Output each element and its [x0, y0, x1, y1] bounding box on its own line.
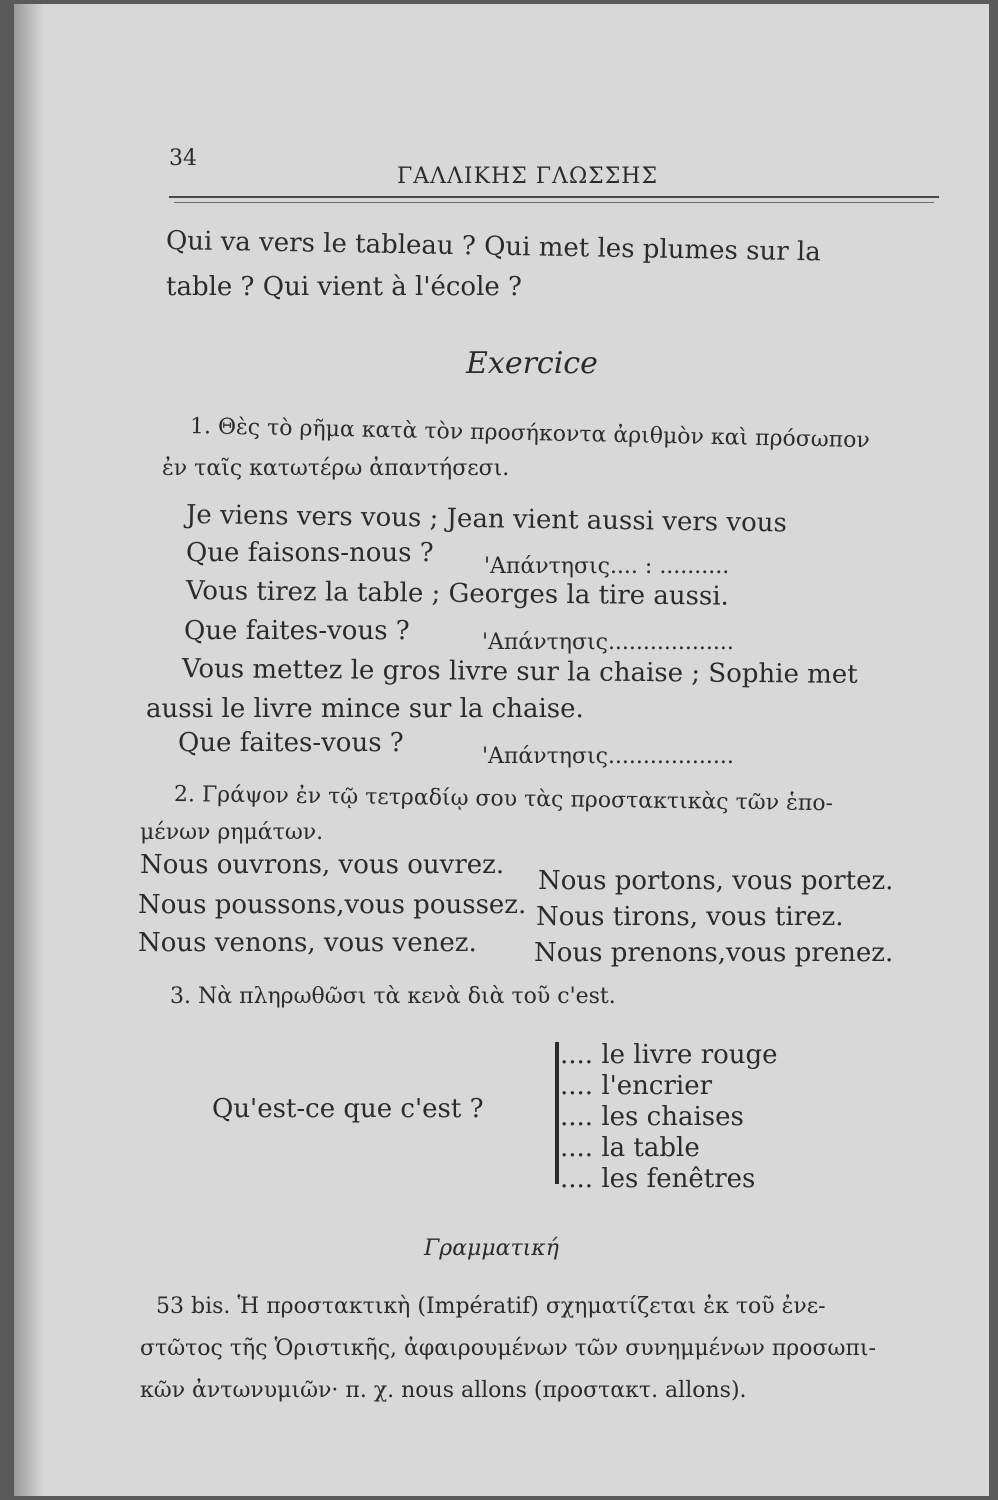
ex1-question-2: Que faites-vous ? — [184, 616, 410, 646]
ex1-sentence-2: Vous tirez la table ; Georges la tire aussi. — [185, 576, 730, 612]
ex2-row-3-right: Nous prenons,vous prenez. — [534, 938, 894, 968]
ex3-option-1: .... le livre rouge — [560, 1040, 778, 1070]
ex1-question-1: Que faisons-nous ? — [186, 538, 434, 568]
ex1-sentence-3-cont: aussi le livre mince sur la chaise. — [146, 694, 584, 724]
ex1-question-3: Que faites-vous ? — [178, 728, 404, 758]
ex2-instruction-line-1: 2. Γράψον ἐν τῷ τετραδίῳ σου τὰς προστακτικὰς τῶν ἑπο- — [173, 782, 834, 817]
running-title: ΓΑΛΛΙΚΗΣ ΓΛΩΣΣΗΣ — [397, 164, 659, 189]
ex2-row-3-left: Nous venons, vous venez. — [138, 928, 477, 958]
ex3-instruction: 3. Νὰ πληρωθῶσι τὰ κενὰ διὰ τοῦ c'est. — [170, 984, 616, 1009]
grammar-title: Γραμματική — [424, 1236, 559, 1261]
ex1-instruction-line-2: ἐν ταῖς κατωτέρω ἀπαντήσεσι. — [162, 456, 510, 481]
ex3-option-2: .... l'encrier — [560, 1071, 713, 1101]
ex2-row-1-left: Nous ouvrons, vous ouvrez. — [140, 850, 505, 880]
page-number: 34 — [169, 146, 197, 171]
ex1-answer-3: 'Απάντησις.................. — [482, 744, 734, 769]
ex2-instruction-line-2: μένων ρημάτων. — [140, 820, 324, 845]
ex1-answer-1: 'Απάντησις.... : .......... — [484, 554, 730, 579]
header-rule-secondary — [174, 202, 934, 203]
intro-line-1: Qui va vers le tableau ? Qui met les plumes sur la — [165, 226, 822, 268]
ex2-row-1-right: Nous portons, vous portez. — [538, 866, 894, 896]
grammar-line-2: στῶτος τῆς Ὁριστικῆς, ἀφαιρουμένων τῶν συνημμένων προσωπι- — [140, 1336, 876, 1361]
header-rule — [169, 196, 939, 198]
ex3-question: Qu'est-ce que c'est ? — [212, 1094, 484, 1124]
ex3-option-5: .... les fenêtres — [560, 1164, 756, 1194]
exercice-title: Exercice — [466, 346, 598, 381]
ex3-brace — [555, 1042, 559, 1184]
grammar-line-1: 53 bis. Ἡ προστακτικὴ (Impératif) σχηματίζεται ἐκ τοῦ ἐνε- — [156, 1294, 826, 1319]
ex1-sentence-1: Je viens vers vous ; Jean vient aussi vers vous — [185, 500, 788, 539]
book-page — [14, 4, 989, 1496]
ex3-option-3: .... les chaises — [560, 1102, 744, 1132]
ex1-instruction-line-1: 1. Θὲς τὸ ρῆμα κατὰ τὸν προσήκοντα ἀριθμὸν καὶ πρόσωπον — [189, 414, 871, 454]
intro-line-2: table ? Qui vient à l'école ? — [166, 272, 522, 302]
grammar-line-3: κῶν ἀντωνυμιῶν· π. χ. nous allons (προστακτ. allons). — [140, 1378, 747, 1403]
ex3-option-4: .... la table — [560, 1133, 700, 1163]
ex2-row-2-right: Nous tirons, vous tirez. — [536, 902, 844, 932]
ex2-row-2-left: Nous poussons,vous poussez. — [138, 890, 527, 920]
ex1-sentence-3: Vous mettez le gros livre sur la chaise ; Sophie met — [181, 654, 858, 690]
ex1-answer-2: 'Απάντησις.................. — [482, 630, 734, 655]
